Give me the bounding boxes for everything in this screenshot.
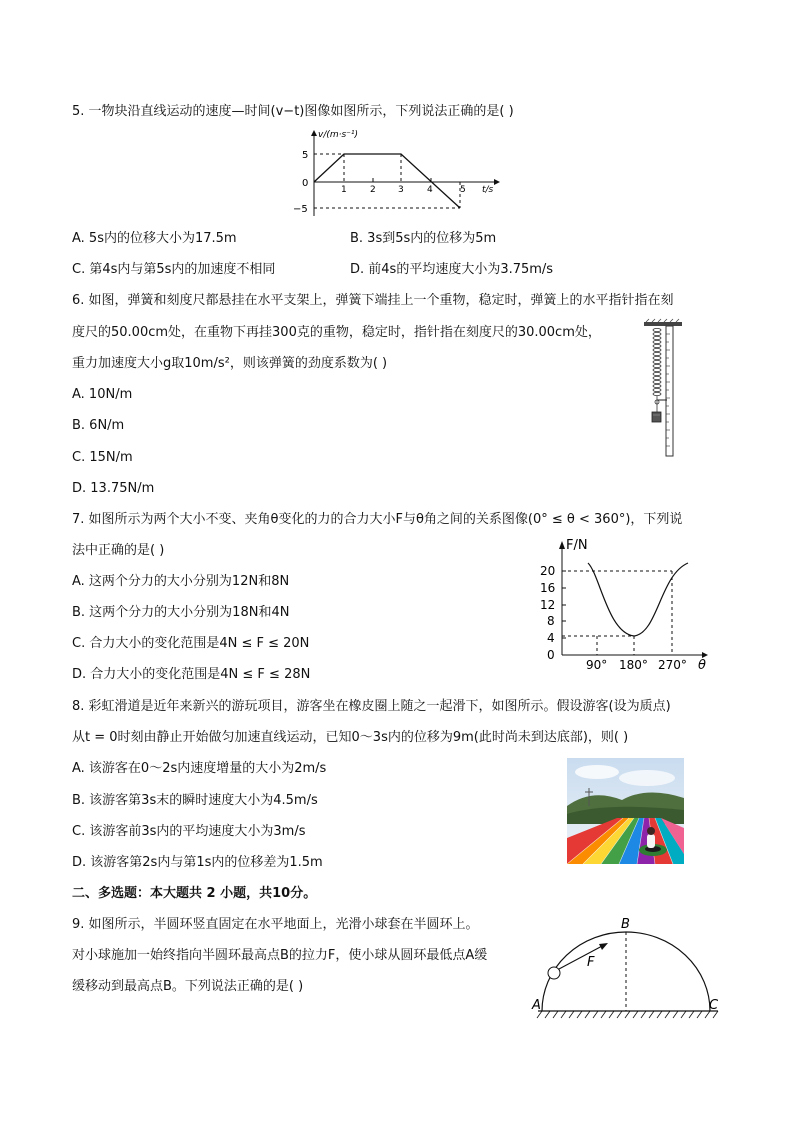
q6-stem-line1: 6. 如图，弹簧和刻度尺都悬挂在水平支架上，弹簧下端挂上一个重物，稳定时，弹簧上的水平指针指在刻 xyxy=(72,293,674,308)
q8-option-c: C. 该游客前3s内的平均速度大小为3m/s xyxy=(72,824,306,839)
q5-x-label: t/s xyxy=(482,185,494,195)
q5-vt-graph xyxy=(288,126,508,220)
q6-option-a: A. 10N/m xyxy=(72,387,133,402)
q7-y-arrow xyxy=(559,541,565,549)
q5-y-label: v/(m·s⁻¹) xyxy=(318,130,359,140)
q9-ground-hatch xyxy=(537,1011,718,1018)
q5-ytick-neg5: −5 xyxy=(293,204,308,215)
q7-ytick-12: 12 xyxy=(540,598,556,612)
q9-stem-line2: 对小球施加一始终指向半圆环最高点B的拉力F，使小球从圆环最低点A缓 xyxy=(72,948,488,963)
rainbow-slide-photo xyxy=(567,758,684,864)
q5-xtick-2: 2 xyxy=(370,185,376,195)
q9-semicircle-figure xyxy=(528,912,724,1024)
q6-stem-line2: 度尺的50.00cm处，在重物下再挂300克的重物，稳定时，指针指在刻度尺的30.00cm处， xyxy=(72,325,601,340)
q7-force-graph xyxy=(530,535,712,675)
q9-stem-line1: 9. 如图所示，半圆环竖直固定在水平地面上，光滑小球套在半圆环上。 xyxy=(72,917,479,932)
q9-force-arrow xyxy=(559,945,604,969)
q5-option-a: A. 5s内的位移大小为17.5m xyxy=(72,231,237,246)
q5-ytick-0: 0 xyxy=(302,178,309,189)
q9-label-a: A xyxy=(532,998,541,1013)
q9-label-c: C xyxy=(709,998,719,1013)
q6-support-bar xyxy=(644,322,682,326)
q9-label-f: F xyxy=(587,955,595,970)
q6-spring-figure xyxy=(640,318,686,462)
q7-option-b: B. 这两个分力的大小分别为18N和4N xyxy=(72,605,290,620)
q5-option-d: D. 前4s的平均速度大小为3.75m/s xyxy=(350,262,554,277)
q7-xtick-90: 90° xyxy=(586,658,608,672)
q7-option-a: A. 这两个分力的大小分别为12N和8N xyxy=(72,574,290,589)
q5-x-arrow xyxy=(494,179,500,185)
q5-xtick-3: 3 xyxy=(398,185,404,195)
q5-xtick-1: 1 xyxy=(341,185,347,195)
q6-stem-line3: 重力加速度大小g取10m/s²，则该弹簧的劲度系数为( ) xyxy=(72,356,388,371)
q9-ball xyxy=(548,967,560,979)
q6-option-d: D. 13.75N/m xyxy=(72,481,155,496)
q7-xtick-180: 180° xyxy=(619,658,648,672)
q5-y-arrow xyxy=(311,130,317,136)
q7-ytick-20: 20 xyxy=(540,564,556,578)
q7-option-d: D. 合力大小的变化范围是4N ≤ F ≤ 28N xyxy=(72,667,311,682)
q5-xtick-4: 4 xyxy=(427,185,433,195)
rider xyxy=(647,834,655,848)
q5-xtick-5: 5 xyxy=(460,185,466,195)
q7-ytick-4: 4 xyxy=(547,631,555,645)
q5-ytick-5: 5 xyxy=(302,150,309,161)
q7-ytick-8: 8 xyxy=(547,614,555,628)
q8-option-a: A. 该游客在0～2s内速度增量的大小为2m/s xyxy=(72,761,327,776)
q7-x-label: θ xyxy=(698,658,706,673)
q8-stem-line2: 从t = 0时刻由静止开始做匀加速直线运动，已知0～3s内的位移为9m(此时尚未到达底部)，则( ) xyxy=(72,730,629,745)
q8-option-b: B. 该游客第3s末的瞬时速度大小为4.5m/s xyxy=(72,793,318,808)
q7-stem-line2: 法中正确的是( ) xyxy=(72,543,165,558)
q6-weight xyxy=(652,412,661,422)
q5-option-b: B. 3s到5s内的位移为5m xyxy=(350,231,497,246)
q9-label-b: B xyxy=(621,917,630,932)
q9-stem-line3: 缓移动到最高点B。下列说法正确的是( ) xyxy=(72,979,304,994)
q6-spring xyxy=(653,328,661,395)
q7-y-label: F/N xyxy=(566,538,588,553)
q7-option-c: C. 合力大小的变化范围是4N ≤ F ≤ 20N xyxy=(72,636,310,651)
q8-option-d: D. 该游客第2s内与第1s内的位移差为1.5m xyxy=(72,855,323,870)
q6-option-b: B. 6N/m xyxy=(72,418,125,433)
q5-option-c: C. 第4s内与第5s内的加速度不相同 xyxy=(72,262,276,277)
q5-stem: 5. 一物块沿直线运动的速度—时间(v−t)图像如图所示，下列说法正确的是( ) xyxy=(72,104,514,119)
q8-stem-line1: 8. 彩虹滑道是近年来新兴的游玩项目，游客坐在橡皮圈上随之一起滑下，如图所示。假设游客(设为质点) xyxy=(72,699,671,714)
q7-xtick-270: 270° xyxy=(658,658,687,672)
q6-ruler xyxy=(666,326,673,456)
q7-force-curve xyxy=(588,563,688,636)
section2-heading: 二、多选题：本大题共 2 小题，共10分。 xyxy=(72,886,317,901)
q6-option-c: C. 15N/m xyxy=(72,450,133,465)
q7-ytick-16: 16 xyxy=(540,581,556,595)
q7-stem-line1: 7. 如图所示为两个大小不变、夹角θ变化的力的合力大小F与θ角之间的关系图像(0° ≤ θ < 360°)，下列说 xyxy=(72,512,683,527)
q7-ytick-0: 0 xyxy=(547,648,555,662)
q5-velocity-line xyxy=(314,154,460,208)
